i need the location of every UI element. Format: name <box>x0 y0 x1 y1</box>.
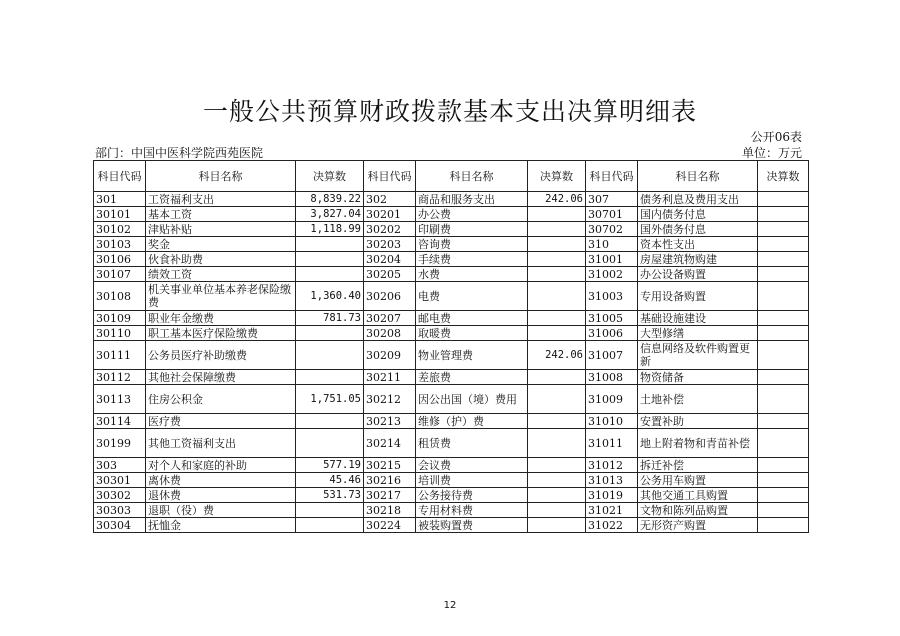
cell-name-2: 咨询费 <box>416 237 528 252</box>
cell-amount-2 <box>528 326 586 341</box>
cell-code-3: 31012 <box>586 458 638 473</box>
cell-name-3: 拆迁补偿 <box>638 458 758 473</box>
cell-amount-3 <box>758 414 809 429</box>
cell-amount-2 <box>528 237 586 252</box>
cell-code-2: 30201 <box>364 207 416 222</box>
cell-name-1: 机关事业单位基本养老保险缴费 <box>146 282 296 311</box>
cell-amount-2 <box>528 282 586 311</box>
cell-code-3: 310 <box>586 237 638 252</box>
cell-name-2: 公务接待费 <box>416 488 528 503</box>
cell-amount-3 <box>758 488 809 503</box>
cell-name-3: 专用设备购置 <box>638 282 758 311</box>
table-row <box>94 207 809 222</box>
cell-code-2: 30206 <box>364 282 416 311</box>
cell-name-2: 物业管理费 <box>416 341 528 370</box>
cell-name-1: 津贴补贴 <box>146 222 296 237</box>
table-row <box>94 237 809 252</box>
cell-code-2: 30207 <box>364 311 416 326</box>
table-row <box>94 503 809 518</box>
cell-amount-1: 45.46 <box>296 473 364 488</box>
cell-name-1: 职工基本医疗保险缴费 <box>146 326 296 341</box>
cell-amount-2 <box>528 222 586 237</box>
cell-amount-3 <box>758 473 809 488</box>
table-row <box>94 414 809 429</box>
cell-amount-3 <box>758 518 809 533</box>
table-row <box>94 222 809 237</box>
cell-code-2: 30212 <box>364 385 416 414</box>
cell-name-3: 国内债务付息 <box>638 207 758 222</box>
cell-name-3: 公务用车购置 <box>638 473 758 488</box>
cell-amount-3 <box>758 207 809 222</box>
cell-code-1: 30103 <box>94 237 146 252</box>
table-row <box>94 429 809 458</box>
table-row <box>94 267 809 282</box>
cell-amount-2 <box>528 370 586 385</box>
cell-name-1: 伙食补助费 <box>146 252 296 267</box>
cell-name-1: 抚恤金 <box>146 518 296 533</box>
cell-name-2: 水费 <box>416 267 528 282</box>
cell-code-1: 30101 <box>94 207 146 222</box>
page-number: 12 <box>443 600 457 611</box>
cell-code-3: 307 <box>586 192 638 207</box>
table-row <box>94 473 809 488</box>
cell-name-1: 绩效工资 <box>146 267 296 282</box>
cell-name-2: 维修（护）费 <box>416 414 528 429</box>
cell-amount-2 <box>528 503 586 518</box>
cell-name-1: 职业年金缴费 <box>146 311 296 326</box>
cell-name-1: 基本工资 <box>146 207 296 222</box>
cell-name-3: 债务利息及费用支出 <box>638 192 758 207</box>
cell-amount-3 <box>758 326 809 341</box>
cell-amount-1 <box>296 252 364 267</box>
table-row <box>94 385 809 414</box>
cell-code-1: 30199 <box>94 429 146 458</box>
cell-name-2: 会议费 <box>416 458 528 473</box>
cell-code-3: 31013 <box>586 473 638 488</box>
cell-amount-2 <box>528 518 586 533</box>
header-code-1: 科目代码 <box>94 161 146 192</box>
cell-code-2: 30205 <box>364 267 416 282</box>
cell-amount-1: 1,118.99 <box>296 222 364 237</box>
cell-name-2: 差旅费 <box>416 370 528 385</box>
cell-code-3: 31001 <box>586 252 638 267</box>
cell-name-1: 离休费 <box>146 473 296 488</box>
cell-name-3: 物资储备 <box>638 370 758 385</box>
cell-code-2: 30208 <box>364 326 416 341</box>
cell-amount-3 <box>758 429 809 458</box>
cell-code-3: 31003 <box>586 282 638 311</box>
cell-code-1: 30301 <box>94 473 146 488</box>
cell-name-1: 其他社会保障缴费 <box>146 370 296 385</box>
cell-amount-3 <box>758 282 809 311</box>
cell-amount-2 <box>528 488 586 503</box>
cell-code-1: 30110 <box>94 326 146 341</box>
table-row <box>94 311 809 326</box>
table-row <box>94 370 809 385</box>
header-name-3: 科目名称 <box>638 161 758 192</box>
cell-code-1: 30102 <box>94 222 146 237</box>
cell-code-3: 31019 <box>586 488 638 503</box>
table-row <box>94 341 809 370</box>
header-name-1: 科目名称 <box>146 161 296 192</box>
cell-amount-3 <box>758 385 809 414</box>
cell-code-3: 31006 <box>586 326 638 341</box>
cell-code-2: 302 <box>364 192 416 207</box>
header-code-3: 科目代码 <box>586 161 638 192</box>
cell-amount-1 <box>296 518 364 533</box>
cell-name-2: 被装购置费 <box>416 518 528 533</box>
cell-name-3: 办公设备购置 <box>638 267 758 282</box>
cell-code-3: 31021 <box>586 503 638 518</box>
cell-amount-2 <box>528 267 586 282</box>
cell-name-2: 因公出国（境）费用 <box>416 385 528 414</box>
cell-name-3: 无形资产购置 <box>638 518 758 533</box>
header-name-2: 科目名称 <box>416 161 528 192</box>
cell-name-1: 医疗费 <box>146 414 296 429</box>
cell-code-2: 30217 <box>364 488 416 503</box>
cell-code-2: 30224 <box>364 518 416 533</box>
header-amount-2: 决算数 <box>528 161 586 192</box>
cell-name-2: 商品和服务支出 <box>416 192 528 207</box>
cell-name-3: 文物和陈列品购置 <box>638 503 758 518</box>
cell-name-3: 基础设施建设 <box>638 311 758 326</box>
cell-amount-2 <box>528 458 586 473</box>
cell-name-3: 信息网络及软件购置更新 <box>638 341 758 370</box>
cell-name-3: 国外债务付息 <box>638 222 758 237</box>
cell-code-1: 30108 <box>94 282 146 311</box>
cell-amount-1: 3,827.04 <box>296 207 364 222</box>
cell-amount-1: 1,360.40 <box>296 282 364 311</box>
table-row <box>94 458 809 473</box>
cell-name-1: 公务员医疗补助缴费 <box>146 341 296 370</box>
cell-amount-3 <box>758 222 809 237</box>
header-amount-3: 决算数 <box>758 161 809 192</box>
cell-code-1: 30303 <box>94 503 146 518</box>
cell-amount-2: 242.06 <box>528 341 586 370</box>
cell-code-3: 31008 <box>586 370 638 385</box>
cell-code-3: 31011 <box>586 429 638 458</box>
cell-amount-1 <box>296 341 364 370</box>
cell-amount-1 <box>296 429 364 458</box>
cell-code-1: 303 <box>94 458 146 473</box>
cell-amount-1: 531.73 <box>296 488 364 503</box>
cell-amount-1: 8,839.22 <box>296 192 364 207</box>
cell-amount-1 <box>296 267 364 282</box>
table-row <box>94 252 809 267</box>
cell-name-2: 取暖费 <box>416 326 528 341</box>
cell-code-1: 30302 <box>94 488 146 503</box>
cell-name-3: 大型修缮 <box>638 326 758 341</box>
department-label: 部门：中国中医科学院西苑医院 <box>95 146 264 160</box>
cell-name-3: 地上附着物和青苗补偿 <box>638 429 758 458</box>
cell-code-2: 30202 <box>364 222 416 237</box>
cell-amount-3 <box>758 458 809 473</box>
cell-amount-3 <box>758 370 809 385</box>
cell-code-3: 31022 <box>586 518 638 533</box>
table-row <box>94 326 809 341</box>
cell-code-2: 30204 <box>364 252 416 267</box>
cell-name-1: 退职（役）费 <box>146 503 296 518</box>
cell-code-1: 30107 <box>94 267 146 282</box>
cell-name-2: 专用材料费 <box>416 503 528 518</box>
cell-amount-1 <box>296 370 364 385</box>
cell-name-1: 奖金 <box>146 237 296 252</box>
cell-amount-3 <box>758 237 809 252</box>
cell-code-2: 30203 <box>364 237 416 252</box>
cell-code-3: 31005 <box>586 311 638 326</box>
cell-name-1: 退休费 <box>146 488 296 503</box>
cell-name-2: 手续费 <box>416 252 528 267</box>
cell-name-2: 培训费 <box>416 473 528 488</box>
cell-name-2: 办公费 <box>416 207 528 222</box>
cell-amount-1 <box>296 414 364 429</box>
cell-amount-2 <box>528 473 586 488</box>
cell-name-3: 房屋建筑物购建 <box>638 252 758 267</box>
cell-code-1: 30106 <box>94 252 146 267</box>
cell-name-1: 住房公积金 <box>146 385 296 414</box>
cell-code-1: 30109 <box>94 311 146 326</box>
cell-amount-2 <box>528 429 586 458</box>
cell-name-1: 对个人和家庭的补助 <box>146 458 296 473</box>
cell-name-3: 土地补偿 <box>638 385 758 414</box>
cell-code-3: 30701 <box>586 207 638 222</box>
cell-code-3: 31002 <box>586 267 638 282</box>
cell-code-1: 301 <box>94 192 146 207</box>
cell-amount-1 <box>296 503 364 518</box>
cell-amount-1: 781.73 <box>296 311 364 326</box>
cell-code-2: 30209 <box>364 341 416 370</box>
cell-code-1: 30112 <box>94 370 146 385</box>
cell-amount-1 <box>296 326 364 341</box>
cell-amount-1 <box>296 237 364 252</box>
cell-amount-3 <box>758 267 809 282</box>
cell-name-1: 其他工资福利支出 <box>146 429 296 458</box>
unit-label: 单位：万元 <box>741 146 802 160</box>
cell-code-2: 30216 <box>364 473 416 488</box>
cell-code-2: 30215 <box>364 458 416 473</box>
cell-amount-3 <box>758 341 809 370</box>
cell-code-2: 30218 <box>364 503 416 518</box>
cell-code-3: 31009 <box>586 385 638 414</box>
cell-name-2: 邮电费 <box>416 311 528 326</box>
cell-amount-3 <box>758 503 809 518</box>
table-body <box>94 192 809 533</box>
cell-amount-3 <box>758 311 809 326</box>
cell-amount-1: 1,751.05 <box>296 385 364 414</box>
table-row <box>94 488 809 503</box>
cell-name-2: 租赁费 <box>416 429 528 458</box>
cell-amount-2: 242.06 <box>528 192 586 207</box>
table-row <box>94 192 809 207</box>
cell-amount-2 <box>528 207 586 222</box>
cell-amount-2 <box>528 414 586 429</box>
form-number: 公开06表 <box>750 130 802 144</box>
cell-amount-2 <box>528 311 586 326</box>
cell-code-2: 30211 <box>364 370 416 385</box>
budget-table <box>93 160 809 533</box>
header-amount-1: 决算数 <box>296 161 364 192</box>
cell-name-2: 印刷费 <box>416 222 528 237</box>
cell-code-1: 30111 <box>94 341 146 370</box>
cell-amount-3 <box>758 192 809 207</box>
page-title: 一般公共预算财政拨款基本支出决算明细表 <box>202 97 697 126</box>
cell-code-1: 30114 <box>94 414 146 429</box>
cell-code-1: 30113 <box>94 385 146 414</box>
cell-code-3: 31007 <box>586 341 638 370</box>
table-row <box>94 282 809 311</box>
cell-code-2: 30213 <box>364 414 416 429</box>
cell-amount-3 <box>758 252 809 267</box>
cell-amount-1: 577.19 <box>296 458 364 473</box>
cell-code-1: 30304 <box>94 518 146 533</box>
cell-code-3: 31010 <box>586 414 638 429</box>
table-row <box>94 518 809 533</box>
cell-name-3: 其他交通工具购置 <box>638 488 758 503</box>
cell-amount-2 <box>528 252 586 267</box>
cell-name-3: 资本性支出 <box>638 237 758 252</box>
cell-code-3: 30702 <box>586 222 638 237</box>
cell-name-1: 工资福利支出 <box>146 192 296 207</box>
header-code-2: 科目代码 <box>364 161 416 192</box>
cell-amount-2 <box>528 385 586 414</box>
cell-code-2: 30214 <box>364 429 416 458</box>
header-row <box>94 161 809 192</box>
cell-name-2: 电费 <box>416 282 528 311</box>
cell-name-3: 安置补助 <box>638 414 758 429</box>
